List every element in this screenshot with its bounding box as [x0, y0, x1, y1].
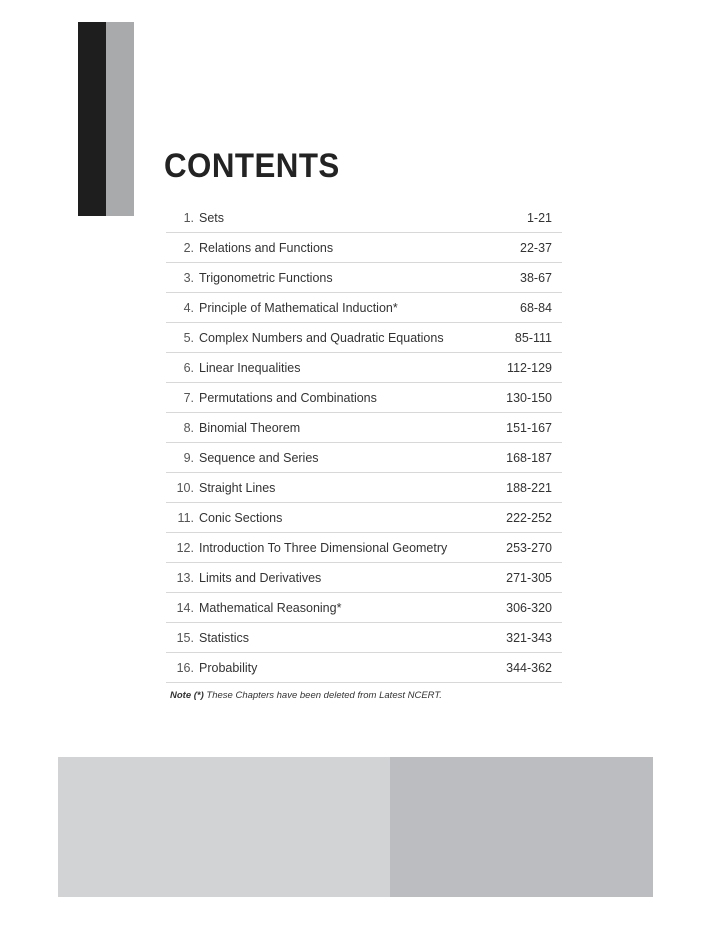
- chapter-pages: 253-270: [506, 540, 552, 555]
- chapter-number: 5.: [183, 330, 194, 345]
- footnote: [170, 690, 442, 701]
- chapter-pages: 22-37: [520, 240, 552, 255]
- chapter-number: 1.: [183, 210, 194, 225]
- chapter-number: 14.: [176, 600, 194, 615]
- chapter-number: 7.: [183, 390, 194, 405]
- chapter-number: 2.: [183, 240, 194, 255]
- chapter-title: Linear Inequalities: [199, 360, 301, 375]
- toc-row: [166, 353, 562, 383]
- page-title: CONTENTS: [164, 147, 340, 185]
- chapter-number: 4.: [183, 300, 194, 315]
- chapter-pages: 344-362: [506, 660, 552, 675]
- chapter-title: Permutations and Combinations: [199, 390, 377, 405]
- chapter-title: Complex Numbers and Quadratic Equations: [199, 330, 444, 345]
- chapter-pages: 321-343: [506, 630, 552, 645]
- decorative-bar-dark: [78, 22, 106, 216]
- chapter-number: 13.: [176, 570, 194, 585]
- chapter-number: 11.: [177, 510, 194, 525]
- chapter-number: 3.: [183, 270, 194, 285]
- chapter-title: Binomial Theorem: [199, 420, 301, 435]
- chapter-pages: 130-150: [506, 390, 552, 405]
- toc-row: [166, 263, 562, 293]
- chapter-title: Introduction To Three Dimensional Geometry: [199, 540, 448, 555]
- toc-row: [166, 503, 562, 533]
- chapter-number: 8.: [183, 420, 194, 435]
- chapter-number: 9.: [183, 450, 194, 465]
- chapter-pages: 222-252: [506, 510, 552, 525]
- chapter-title: Statistics: [199, 630, 250, 645]
- toc-row: [166, 473, 562, 503]
- decorative-bar-light: [106, 22, 134, 216]
- chapter-pages: 168-187: [506, 450, 552, 465]
- toc-row: [166, 653, 562, 683]
- chapter-title: Relations and Functions: [199, 240, 334, 255]
- toc-row: [166, 323, 562, 353]
- chapter-pages: 38-67: [520, 270, 552, 285]
- chapter-number: 12.: [176, 540, 194, 555]
- chapter-title: Limits and Derivatives: [199, 570, 322, 585]
- chapter-pages: 85-111: [514, 330, 552, 345]
- chapter-title: Principle of Mathematical Induction*: [199, 300, 398, 315]
- chapter-title: Mathematical Reasoning*: [199, 600, 342, 615]
- table-of-contents: [166, 203, 562, 683]
- toc-row: [166, 533, 562, 563]
- toc-row: [166, 563, 562, 593]
- footnote-text: These Chapters have been deleted from Latest NCERT.: [206, 690, 442, 701]
- chapter-pages: 151-167: [506, 420, 552, 435]
- chapter-pages: 188-221: [506, 480, 552, 495]
- toc-row: [166, 203, 562, 233]
- chapter-number: 6.: [183, 360, 194, 375]
- toc-row: [166, 293, 562, 323]
- chapter-pages: 306-320: [506, 600, 552, 615]
- decorative-block-left: [58, 757, 390, 897]
- toc-row: [166, 383, 562, 413]
- chapter-title: Trigonometric Functions: [199, 270, 333, 285]
- toc-row: [166, 413, 562, 443]
- chapter-number: 10.: [176, 480, 194, 495]
- chapter-pages: 271-305: [506, 570, 552, 585]
- footnote-label: Note (*): [170, 690, 204, 701]
- chapter-title: Probability: [199, 660, 258, 675]
- chapter-number: 16.: [176, 660, 194, 675]
- chapter-number: 15.: [176, 630, 194, 645]
- chapter-title: Conic Sections: [199, 510, 283, 525]
- chapter-pages: 112-129: [507, 360, 552, 375]
- chapter-pages: 68-84: [520, 300, 552, 315]
- toc-row: [166, 443, 562, 473]
- chapter-title: Straight Lines: [199, 480, 276, 495]
- chapter-title: Sets: [199, 210, 225, 225]
- toc-row: [166, 623, 562, 653]
- toc-row: [166, 233, 562, 263]
- toc-row: [166, 593, 562, 623]
- decorative-block-right: [390, 757, 653, 897]
- chapter-title: Sequence and Series: [199, 450, 319, 465]
- chapter-pages: 1-21: [526, 210, 552, 225]
